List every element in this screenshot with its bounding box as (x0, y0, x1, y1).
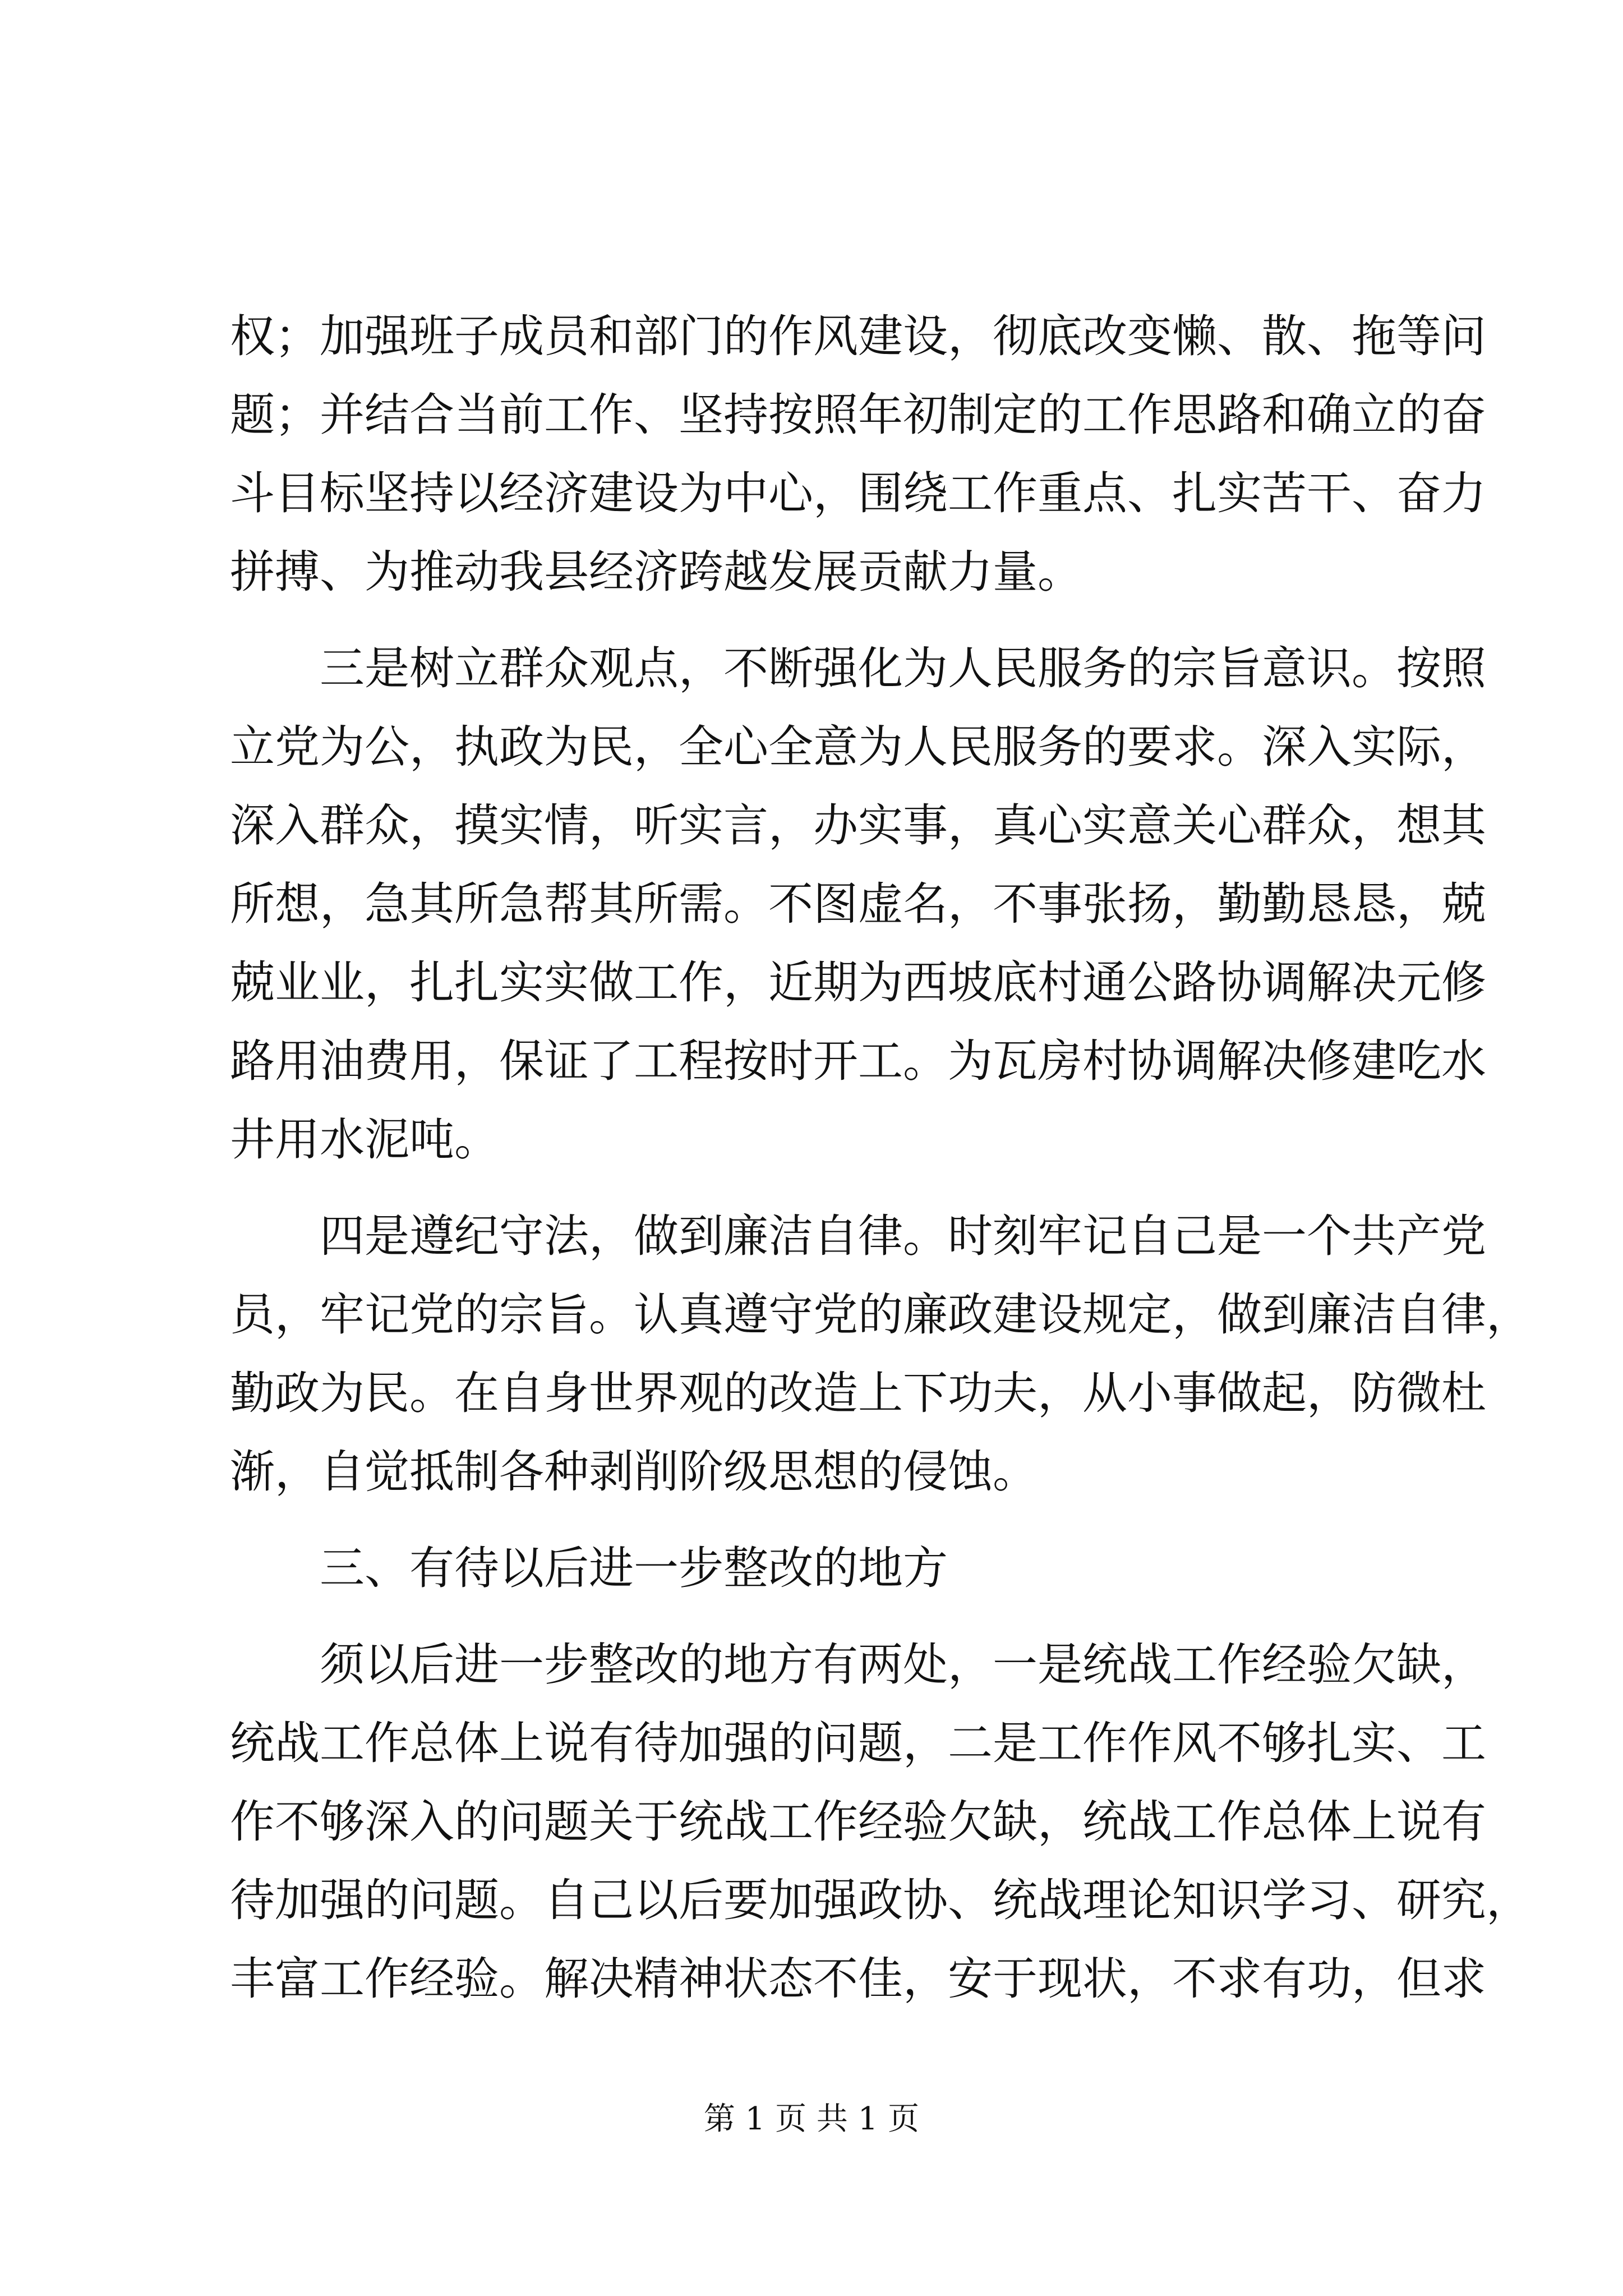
text-line: 立党为公，执政为民，全心全意为人民服务的要求。深入实际， (230, 721, 1486, 773)
text-line: 井用水泥吨。 (230, 1114, 499, 1166)
page-number-footer: 第 1 页 共 1 页 (703, 2101, 920, 2137)
paragraph-first-line: 三是树立群众观点，不断强化为人民服务的宗旨意识。按照 (320, 642, 1486, 694)
text-line: 拼搏、为推动我县经济跨越发展贡献力量。 (230, 546, 1082, 598)
text-line: 斗目标坚持以经济建设为中心，围绕工作重点、扎实苦干、奋力 (230, 467, 1486, 519)
text-line: 兢业业，扎扎实实做工作，近期为西坡底村通公路协调解决元修 (230, 956, 1486, 1009)
text-line: 作不够深入的问题关于统战工作经验欠缺，统战工作总体上说有 (230, 1796, 1486, 1848)
text-line: 题；并结合当前工作、坚持按照年初制定的工作思路和确立的奋 (230, 389, 1486, 441)
text-line: 统战工作总体上说有待加强的问题，二是工作作风不够扎实、工 (230, 1717, 1486, 1769)
text-line: 员，牢记党的宗旨。认真遵守党的廉政建设规定，做到廉洁自律， (230, 1289, 1531, 1341)
text-line: 深入群众，摸实情，听实言，办实事，真心实意关心群众，想其 (230, 799, 1486, 852)
paragraph-first-line: 四是遵纪守法，做到廉洁自律。时刻牢记自己是一个共产党 (320, 1210, 1486, 1262)
text-line: 丰富工作经验。解决精神状态不佳，安于现状，不求有功，但求 (230, 1953, 1486, 2005)
text-line: 待加强的问题。自己以后要加强政协、统战理论知识学习、研究， (230, 1874, 1531, 1926)
text-line: 所想，急其所急帮其所需。不图虚名，不事张扬，勤勤恳恳，兢 (230, 878, 1486, 930)
paragraph-first-line: 须以后进一步整改的地方有两处，一是统战工作经验欠缺， (320, 1639, 1486, 1691)
text-line: 路用油费用，保证了工程按时开工。为瓦房村协调解决修建吃水 (230, 1035, 1486, 1087)
text-line: 渐，自觉抵制各种剥削阶级思想的侵蚀。 (230, 1446, 1038, 1498)
text-line: 勤政为民。在自身世界观的改造上下功夫，从小事做起，防微杜 (230, 1367, 1486, 1419)
text-line: 权；加强班子成员和部门的作风建设，彻底改变懒、散、拖等问 (230, 310, 1486, 362)
section-heading: 三、有待以后进一步整改的地方 (320, 1542, 948, 1594)
